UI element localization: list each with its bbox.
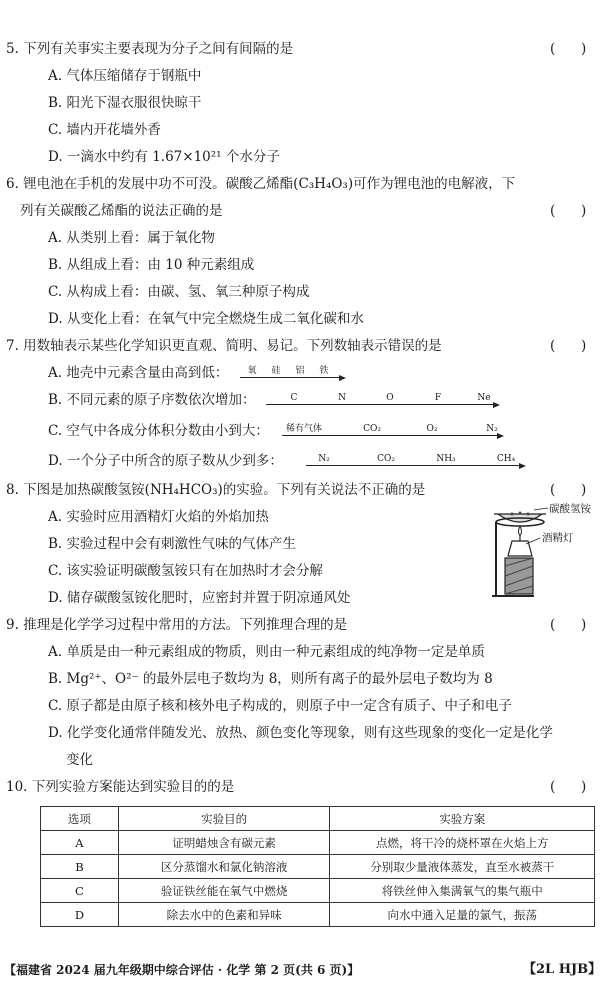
table-cell: 将铁丝伸入集满氧气的集气瓶中 <box>330 879 595 903</box>
arrow-icon <box>519 463 526 469</box>
q8-option-b: B. 实验过程中会有刺激性气味的气体产生 <box>48 536 297 552</box>
axis-label: NH₃ <box>436 454 456 464</box>
table-header: 实验目的 <box>118 807 330 831</box>
q5-stem: 5. 下列有关事实主要表现为分子之间有间隔的是 <box>6 41 294 57</box>
q6-option-a: A. 从类别上看：属于氧化物 <box>48 230 215 246</box>
arrow-icon <box>497 433 504 439</box>
heating-apparatus-illustration <box>490 500 605 600</box>
q7-option-b: B. 不同元素的原子序数依次增加： <box>48 392 256 408</box>
page-footer-code: 【2L HJB】 <box>523 962 602 977</box>
table-row <box>41 903 595 927</box>
q5-option-d: D. 一滴水中约有 1.67×10²¹ 个水分子 <box>48 149 280 165</box>
q5-option-b: B. 阳光下湿衣服很快晾干 <box>48 95 202 111</box>
q6-option-c: C. 从构成上看：由碳、氢、氧三种原子构成 <box>48 284 310 300</box>
axis-label: CH₄ <box>496 454 516 464</box>
arrow-icon <box>339 375 346 381</box>
number-axis-a <box>240 368 346 380</box>
q9-option-d-line2: 变化 <box>66 752 93 768</box>
q5-option-c: C. 墙内开花墙外香 <box>48 122 161 138</box>
table-cell: 区分蒸馏水和氯化钠溶液 <box>118 855 330 879</box>
table-header: 选项 <box>41 807 119 831</box>
table-row <box>41 879 595 903</box>
axis-label: 氧 <box>247 366 257 376</box>
table-header-row <box>41 807 595 831</box>
number-axis-c <box>282 426 504 438</box>
q7-option-a: A. 地壳中元素含量由高到低： <box>48 365 229 381</box>
axis-label: 稀有气体 <box>285 424 323 434</box>
table-header: 实验方案 <box>330 807 595 831</box>
label-alcohol-lamp: 酒精灯 <box>542 532 574 544</box>
q8-option-d: D. 储存碳酸氢铵化肥时，应密封并置于阴凉通风处 <box>48 590 351 606</box>
axis-label: N <box>338 393 346 403</box>
q8-stem: 8. 下图是加热碳酸氢铵(NH₄HCO₃)的实验。下列有关说法不正确的是 <box>6 482 426 498</box>
q5-option-a: A. 气体压缩储存于钢瓶中 <box>48 68 202 84</box>
table-cell: A <box>41 831 119 855</box>
experiment-table <box>40 806 595 927</box>
q8-option-a: A. 实验时应用酒精灯火焰的外焰加热 <box>48 509 269 525</box>
answer-paren: ( ) <box>550 338 587 354</box>
arrow-icon <box>493 402 500 408</box>
q10-stem: 10. 下列实验方案能达到实验目的的是 <box>6 779 235 795</box>
number-axis-d <box>306 456 526 468</box>
axis-label: C <box>290 393 298 403</box>
q8-option-c: C. 该实验证明碳酸氢铵只有在加热时才会分解 <box>48 563 323 579</box>
q7-option-c: C. 空气中各成分体积分数由小到大： <box>48 423 269 439</box>
table-cell: 证明蜡烛含有碳元素 <box>118 831 330 855</box>
answer-paren: ( ) <box>550 617 587 633</box>
q9-option-c: C. 原子都是由原子核和核外电子构成的，则原子中一定含有质子、中子和电子 <box>48 698 512 714</box>
q9-option-a: A. 单质是由一种元素组成的物质，则由一种元素组成的纯净物一定是单质 <box>48 644 485 660</box>
axis-label: 硅 <box>271 366 281 376</box>
table-row <box>41 831 595 855</box>
axis-label: N₂ <box>486 424 498 434</box>
axis-label: O₂ <box>426 424 438 434</box>
axis-label: N₂ <box>318 454 330 464</box>
table-cell: D <box>41 903 119 927</box>
answer-paren: ( ) <box>550 41 587 57</box>
table-cell: 分别取少量液体蒸发，直至水被蒸干 <box>330 855 595 879</box>
q6-option-b: B. 从组成上看：由 10 种元素组成 <box>48 257 255 273</box>
axis-label: CO₂ <box>363 424 381 434</box>
q7-stem: 7. 用数轴表示某些化学知识更直观、简明、易记。下列数轴表示错误的是 <box>6 338 442 354</box>
axis-label: O <box>386 393 394 403</box>
q7-option-d: D. 一个分子中所含的原子数从少到多： <box>48 453 283 469</box>
q9-option-b: B. Mg²⁺、O²⁻ 的最外层电子数均为 8，则所有离子的最外层电子数均为 8 <box>48 671 493 687</box>
answer-paren: ( ) <box>550 203 587 219</box>
table-cell: 向水中通入足量的氯气，振荡 <box>330 903 595 927</box>
table-row <box>41 855 595 879</box>
table-cell: 点燃，将干冷的烧杯罩在火焰上方 <box>330 831 595 855</box>
axis-label: F <box>434 393 442 403</box>
number-axis-b <box>266 395 500 407</box>
page-footer-info: 【福建省 2024 届九年级期中综合评估 · 化学 第 2 页(共 6 页)】 <box>4 963 360 977</box>
label-ammonium-bicarbonate: 碳酸氢铵 <box>549 503 591 515</box>
q9-option-d-line1: D. 化学变化通常伴随发光、放热、颜色变化等现象，则有这些现象的变化一定是化学 <box>48 725 553 741</box>
table-cell: 验证铁丝能在氧气中燃烧 <box>118 879 330 903</box>
axis-label: CO₂ <box>377 454 395 464</box>
table-cell: B <box>41 855 119 879</box>
answer-paren: ( ) <box>550 779 587 795</box>
axis-label: Ne <box>477 393 491 403</box>
axis-label: 铁 <box>319 366 329 376</box>
table-cell: 除去水中的色素和异味 <box>118 903 330 927</box>
table-cell: C <box>41 879 119 903</box>
axis-label: 铝 <box>295 366 305 376</box>
answer-paren: ( ) <box>550 482 587 498</box>
q6-stem-line1: 6. 锂电池在手机的发展中功不可没。碳酸乙烯酯(C₃H₄O₃)可作为锂电池的电解液，下 <box>6 176 516 192</box>
q6-stem-line2: 列有关碳酸乙烯酯的说法正确的是 <box>20 203 223 219</box>
q9-stem: 9. 推理是化学学习过程中常用的方法。下列推理合理的是 <box>6 617 348 633</box>
q6-option-d: D. 从变化上看：在氧气中完全燃烧生成二氧化碳和水 <box>48 311 364 327</box>
